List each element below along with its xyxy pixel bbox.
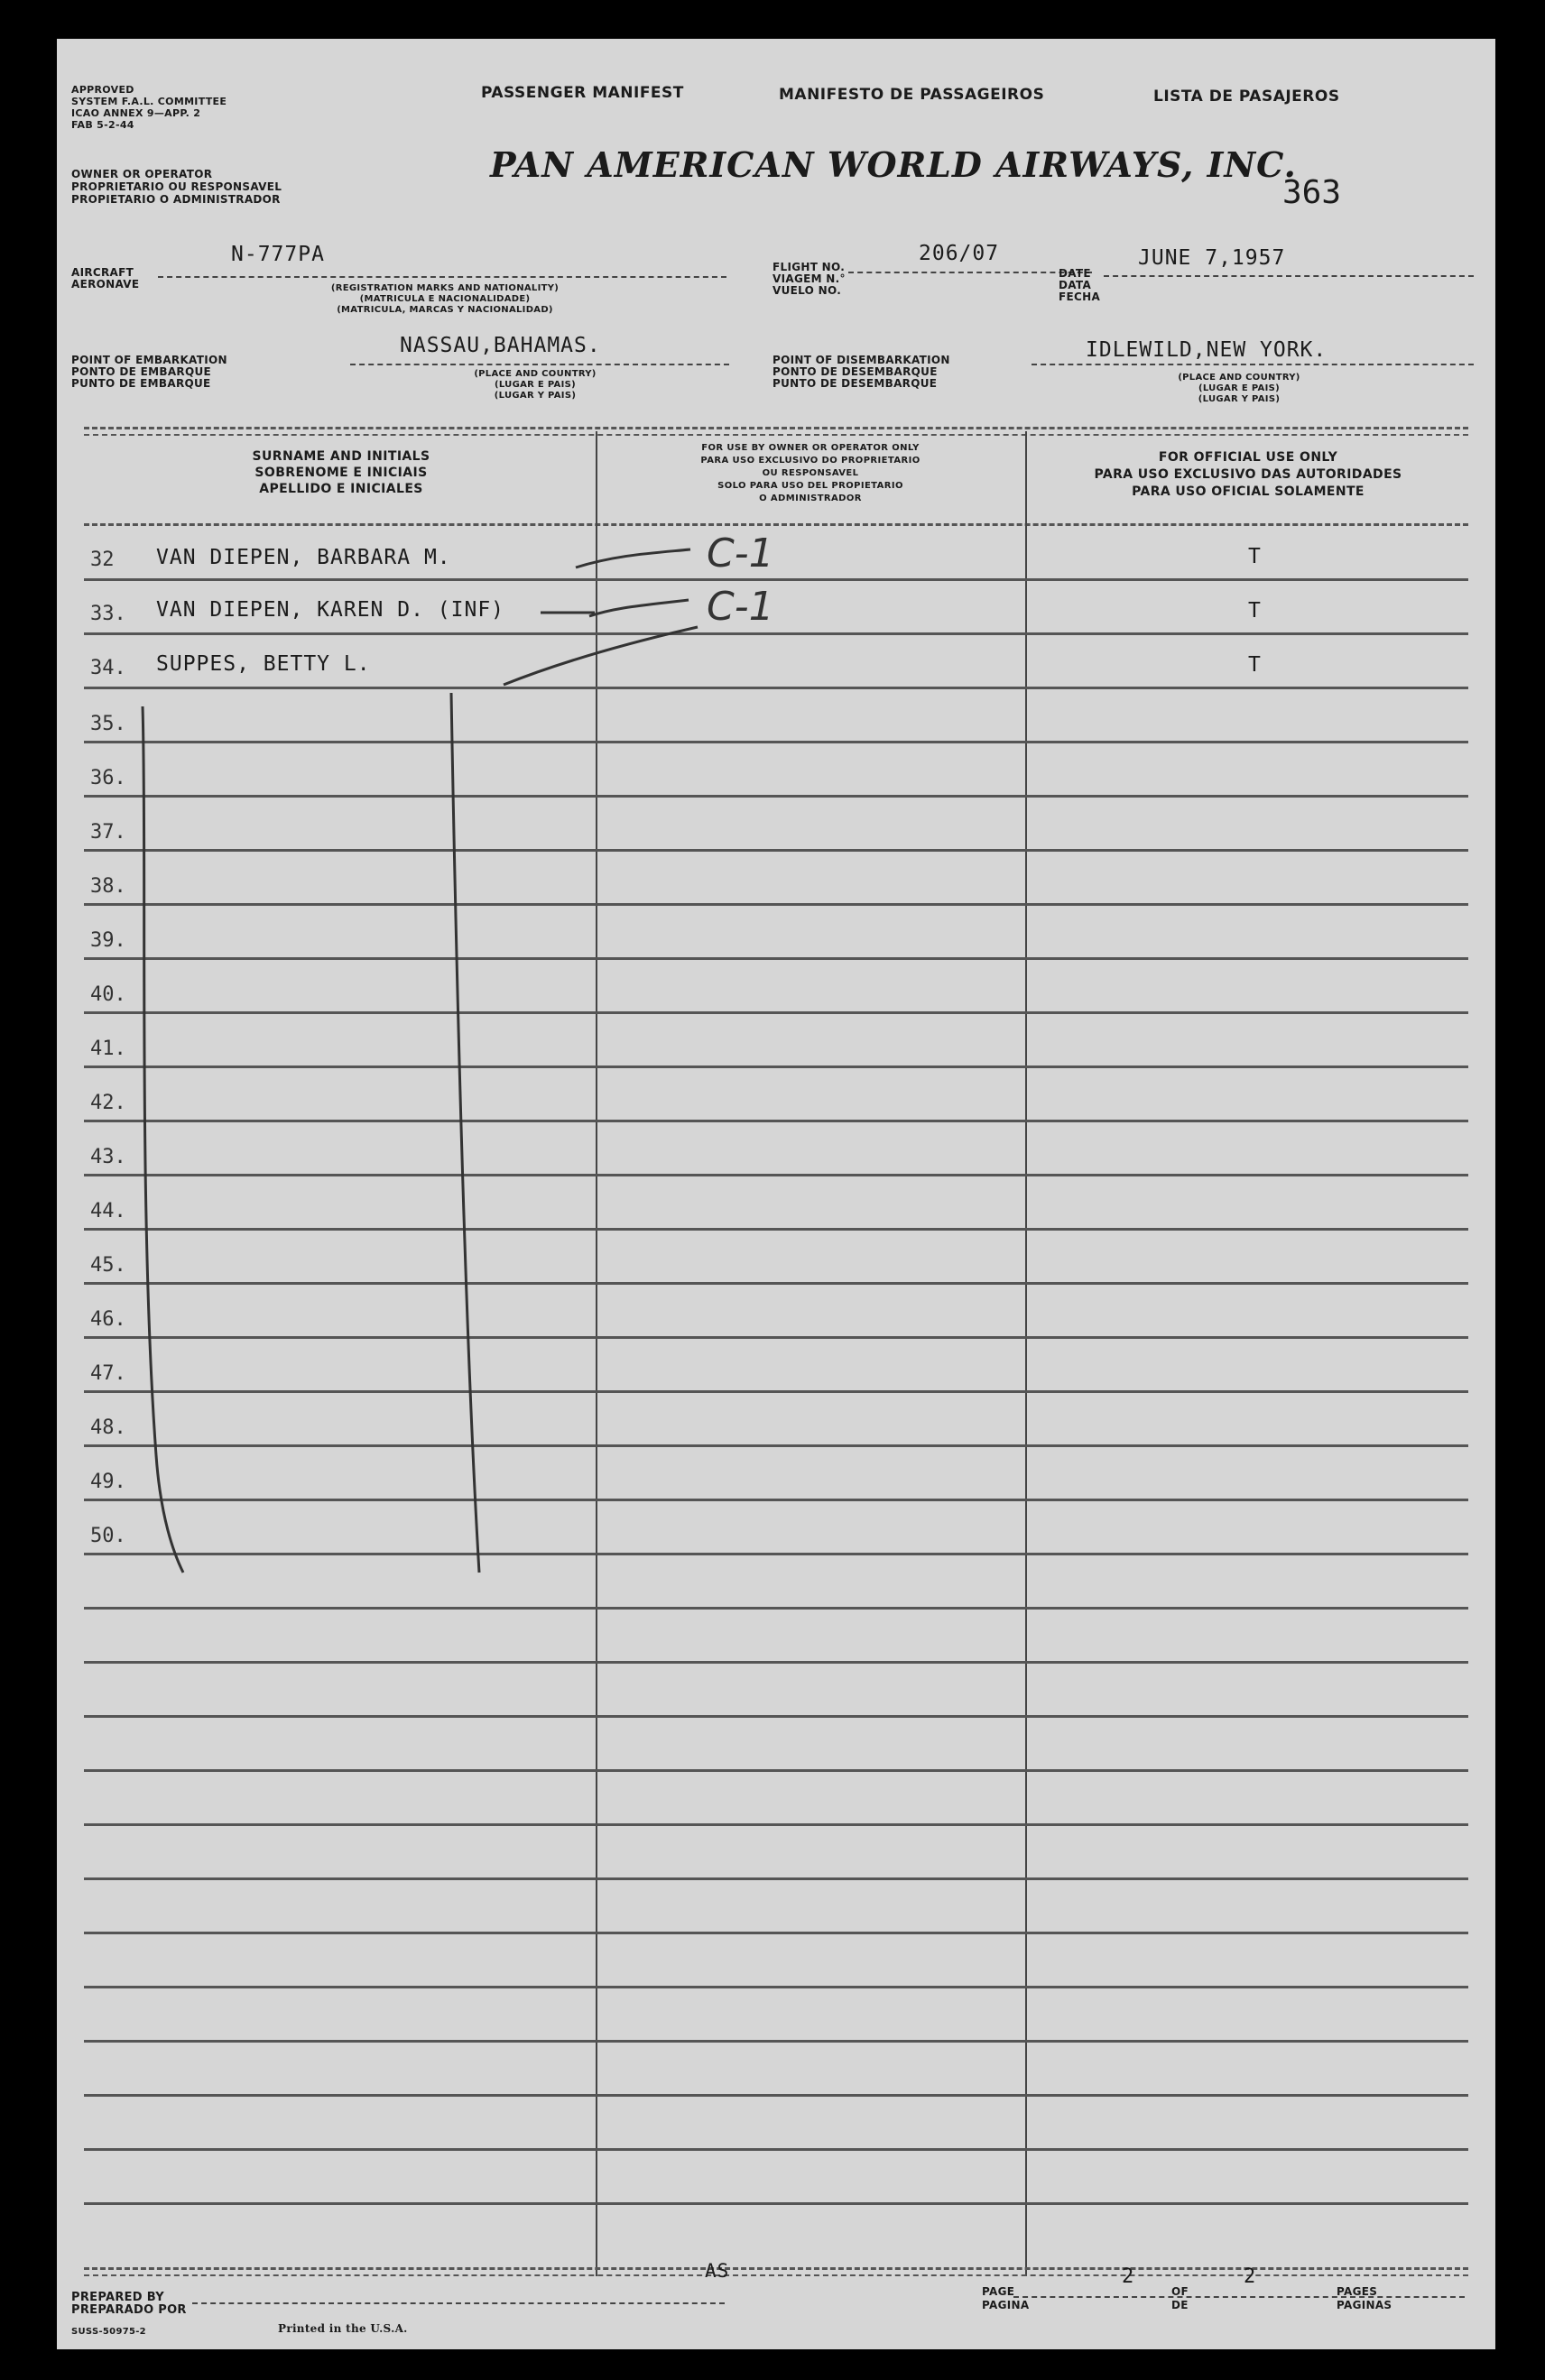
row-number: 39.	[90, 929, 126, 952]
column-header-official: FOR OFFICIAL USE ONLY PARA USO EXCLUSIVO DAS AUTORIDADES PARA USO OFICIAL SOLAMENTE	[1094, 450, 1402, 499]
column-divider-right	[1025, 431, 1027, 2276]
header-bottom-rule	[84, 523, 1468, 526]
owner-note: C-1	[707, 584, 774, 630]
flight-value: 206/07	[919, 242, 1000, 265]
date-value: JUNE 7,1957	[1138, 246, 1286, 270]
date-label: DATE DATA FECHA	[1059, 267, 1101, 303]
row-number: 33.	[90, 603, 126, 625]
row-number: 43.	[90, 1146, 126, 1168]
row-rule	[84, 2202, 1468, 2205]
row-number: 47.	[90, 1362, 126, 1385]
row-rule	[84, 1769, 1468, 1772]
row-number: 46.	[90, 1308, 126, 1331]
row-rule	[84, 849, 1468, 852]
passenger-name: SUPPES, BETTY L.	[156, 652, 371, 676]
approval-line: SYSTEM F.A.L. COMMITTEE	[71, 96, 227, 107]
owner-note: C-1	[707, 530, 774, 577]
passenger-name: VAN DIEPEN, BARBARA M.	[156, 546, 451, 569]
row-rule	[84, 1065, 1468, 1068]
page-stamp-number: 363	[1282, 174, 1342, 211]
page-label: PAGE PAGINA	[982, 2285, 1030, 2311]
approval-line: APPROVED	[71, 84, 134, 96]
official-mark: T	[1248, 599, 1261, 623]
prepared-value: AS	[705, 2260, 730, 2282]
row-number: 35.	[90, 713, 126, 735]
embarkation-label: POINT OF EMBARKATION PONTO DE EMBARQUE PUNTO DE EMBARQUE	[71, 354, 227, 390]
passenger-name: VAN DIEPEN, KAREN D. (INF)	[156, 598, 505, 622]
header-top-rule	[84, 427, 1468, 429]
disembarkation-underline	[1032, 364, 1474, 365]
form-number: SUSS-50975-2	[71, 2327, 146, 2337]
company-name: PAN AMERICAN WORLD AIRWAYS, INC.	[490, 144, 1297, 185]
prepared-label: PREPARED BY PREPARADO POR	[71, 2291, 187, 2317]
embarkation-sub-labels: (PLACE AND COUNTRY) (LUGAR E PAIS) (LUGAR Y PAIS)	[474, 369, 597, 401]
approval-block	[71, 84, 227, 131]
owner-label: OWNER OR OPERATOR PROPRIETARIO OU RESPONSAVEL PROPIETARIO O ADMINISTRADOR	[71, 168, 282, 206]
footer-rule	[84, 2267, 1468, 2270]
column-divider-left	[596, 431, 597, 2276]
row-rule	[84, 795, 1468, 798]
row-rule	[84, 1282, 1468, 1285]
row-rule	[84, 1823, 1468, 1826]
row-number: 36.	[90, 767, 126, 789]
row-rule	[84, 1607, 1468, 1610]
title-english: PASSENGER MANIFEST	[481, 84, 684, 102]
disembarkation-value: IDLEWILD,NEW YORK.	[1086, 338, 1328, 362]
column-header-owner: FOR USE BY OWNER OR OPERATOR ONLY PARA USO EXCLUSIVO DO PROPRIETARIO OU RESPONSAVEL SOLO PARA USO DEL PROPIETARIO O ADMINISTRADOR	[700, 443, 921, 503]
row-number: 49.	[90, 1471, 126, 1493]
row-rule	[84, 1553, 1468, 1555]
flight-underline	[848, 272, 1092, 273]
page-value: 2	[1122, 2265, 1135, 2288]
page-underline	[1013, 2296, 1465, 2298]
aircraft-underline	[158, 276, 726, 278]
row-number: 37.	[90, 821, 126, 844]
approval-line: FAB 5-2-44	[71, 119, 134, 131]
row-rule	[84, 741, 1468, 743]
column-header-names: SURNAME AND INITIALS SOBRENOME E INICIAIS APELLIDO E INICIALES	[252, 449, 430, 496]
row-rule	[84, 687, 1468, 689]
row-number: 32	[90, 549, 115, 571]
aircraft-sub-labels: (REGISTRATION MARKS AND NATIONALITY) (MATRICULA E NACIONALIDADE) (MATRICULA, MARCAS Y NACIONALIDAD)	[330, 283, 560, 315]
row-rule	[84, 1011, 1468, 1014]
row-number: 48.	[90, 1416, 126, 1439]
row-rule	[84, 1174, 1468, 1176]
row-rule	[84, 1390, 1468, 1393]
footer-rule-2	[84, 2274, 1468, 2276]
row-number: 40.	[90, 983, 126, 1006]
row-rule	[84, 1715, 1468, 1718]
row-rule	[84, 1877, 1468, 1880]
manifest-sheet	[57, 39, 1495, 2349]
row-number: 38.	[90, 875, 126, 898]
row-number: 50.	[90, 1525, 126, 1547]
pages-label: PAGES PAGINAS	[1337, 2285, 1392, 2311]
row-rule	[84, 1336, 1468, 1339]
row-number: 41.	[90, 1038, 126, 1060]
official-mark: T	[1248, 653, 1261, 677]
row-rule	[84, 1986, 1468, 1988]
row-rule	[84, 903, 1468, 906]
row-rule	[84, 1661, 1468, 1664]
header-top-rule-2	[84, 434, 1468, 436]
row-number: 42.	[90, 1092, 126, 1114]
row-number: 34.	[90, 657, 126, 679]
flight-label: FLIGHT NO. VIAGEM N.° VUELO NO.	[772, 261, 846, 297]
of-value: 2	[1244, 2265, 1257, 2288]
of-label: OF DE	[1171, 2285, 1189, 2311]
aircraft-label: AIRCRAFT AERONAVE	[71, 266, 140, 291]
row-rule	[84, 1932, 1468, 1934]
printed-note: Printed in the U.S.A.	[278, 2322, 408, 2335]
row-rule	[84, 1499, 1468, 1501]
embarkation-underline	[350, 364, 729, 365]
row-rule	[84, 1444, 1468, 1447]
row-rule	[84, 578, 1468, 581]
row-rule	[84, 1228, 1468, 1231]
row-rule	[84, 957, 1468, 960]
row-rule	[84, 1120, 1468, 1122]
title-spanish: LISTA DE PASAJEROS	[1153, 88, 1340, 106]
approval-line: ICAO ANNEX 9—APP. 2	[71, 107, 201, 119]
prepared-underline	[192, 2302, 725, 2304]
aircraft-value: N-777PA	[231, 243, 325, 266]
row-rule	[84, 2148, 1468, 2151]
embarkation-value: NASSAU,BAHAMAS.	[400, 334, 601, 357]
date-underline	[1104, 275, 1474, 277]
row-rule	[84, 632, 1468, 635]
disembarkation-label: POINT OF DISEMBARKATION PONTO DE DESEMBARQUE PUNTO DE DESEMBARQUE	[772, 354, 950, 390]
disembarkation-sub-labels: (PLACE AND COUNTRY) (LUGAR E PAIS) (LUGAR Y PAIS)	[1178, 373, 1300, 404]
row-rule	[84, 2040, 1468, 2043]
row-rule	[84, 2094, 1468, 2097]
official-mark: T	[1248, 545, 1261, 568]
row-number: 44.	[90, 1200, 126, 1222]
row-number: 45.	[90, 1254, 126, 1277]
title-portuguese: MANIFESTO DE PASSAGEIROS	[779, 86, 1045, 104]
